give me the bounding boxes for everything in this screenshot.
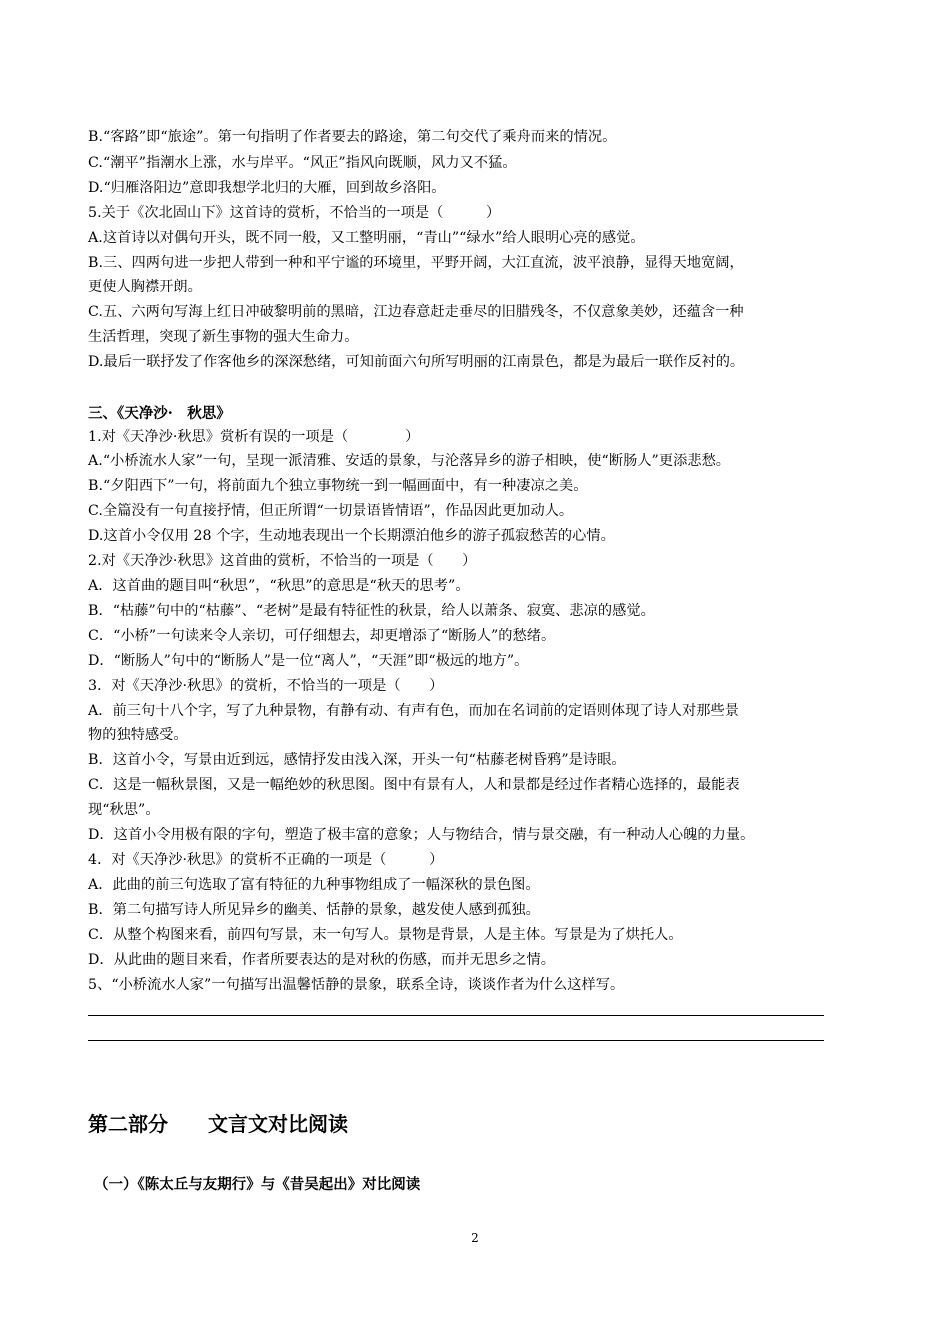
option-line: A．此曲的前三句选取了富有特征的九种事物组成了一幅深秋的景色图。 — [88, 877, 540, 893]
option-line: A．这首曲的题目叫“秋思”，“秋思”的意思是“秋天的思考”。 — [88, 578, 470, 594]
option-line: C.五、六两句写海上红日冲破黎明前的黑暗，江边春意赶走垂尽的旧腊残冬，不仅意象美妙，还蕴含一种 — [88, 304, 744, 320]
question-line: 3．对《天净沙·秋思》的赏析，不恰当的一项是（ ） — [88, 678, 444, 694]
question-line: 1.对《天净沙·秋思》赏析有误的一项是（ ） — [88, 429, 420, 445]
option-line-cont: 现“秋思”。 — [88, 802, 160, 818]
option-line: B.“客路”即“旅途”。第一句指明了作者要去的路途，第二句交代了乘舟而来的情况。 — [88, 129, 617, 145]
option-line: C．从整个构图来看，前四句写景，末一句写人。景物是背景，人是主体。写景是为了烘托人。 — [88, 927, 683, 943]
option-line: D.最后一联抒发了作客他乡的深深愁绪，可知前面六句所写明丽的江南景色，都是为最后一联作反衬的。 — [88, 354, 745, 370]
section-title: 三、《天净沙· 秋思》 — [88, 405, 231, 422]
option-line: B．第二句描写诗人所见异乡的幽美、恬静的景象，越发使人感到孤独。 — [88, 902, 540, 918]
option-line-cont: 物的独特感受。 — [88, 727, 188, 743]
answer-line[interactable] — [88, 1040, 824, 1041]
option-line-cont: 更使人胸襟开朗。 — [88, 279, 202, 295]
option-line: D.这首小令仅用 28 个字，生动地表现出一个长期漂泊他乡的游子孤寂愁苦的心情。 — [88, 528, 615, 544]
option-line: B.“夕阳西下”一句，将前面九个独立事物统一到一幅画面中，有一种凄凉之美。 — [88, 478, 588, 494]
question-line: 5.关于《次北固山下》这首诗的赏析，不恰当的一项是（ ） — [88, 205, 501, 221]
question-line: 4．对《天净沙·秋思》的赏析不正确的一项是（ ） — [88, 852, 444, 868]
option-line: D．这首小令用极有限的字句，塑造了极丰富的意象；人与物结合，情与景交融，有一种动人心魄的力量。 — [88, 827, 755, 843]
option-line: C．这是一幅秋景图，又是一幅绝妙的秋思图。图中有景有人，人和景都是经过作者精心选择的，最能表 — [88, 777, 740, 793]
question-line: 5、“小桥流水人家”一句描写出温馨恬静的景象，联系全诗，谈谈作者为什么这样写。 — [88, 977, 625, 993]
option-line: D.“归雁洛阳边”意即我想学北归的大雁，回到故乡洛阳。 — [88, 180, 446, 196]
option-line: B．这首小令，写景由近到远，感情抒发由浅入深，开头一句“枯藤老树昏鸦”是诗眼。 — [88, 752, 626, 768]
option-line: D．“断肠人”句中的“断肠人”是一位“离人”，“天涯”即“极远的地方”。 — [88, 653, 529, 669]
option-line: A.“小桥流水人家”一句，呈现一派清雅、安适的景象，与沦落异乡的游子相映，使“断肠人”更添悲愁。 — [88, 453, 731, 469]
option-line: B．“枯藤”句中的“枯藤”、“老树”是最有特征性的秋景，给人以萧条、寂寞、悲凉的感觉。 — [88, 603, 655, 619]
option-line: C.“潮平”指潮水上涨，水与岸平。“风正”指风向既顺，风力又不猛。 — [88, 155, 517, 171]
option-line: D．从此曲的题目来看，作者所要表达的是对秋的伤感，而并无思乡之情。 — [88, 952, 556, 968]
option-line: B.三、四两句进一步把人带到一种和平宁谧的环境里，平野开阔，大江直流，波平浪静，显得天地宽阔， — [88, 255, 744, 271]
answer-line[interactable] — [88, 1015, 824, 1016]
part-title: 第二部分 文言文对比阅读 — [88, 1112, 348, 1136]
option-line: C．“小桥”一句读来令人亲切，可仔细想去，却更增添了“断肠人”的愁绪。 — [88, 628, 556, 644]
page-number: 2 — [471, 1231, 479, 1245]
option-line-cont: 生活哲理，突现了新生事物的强大生命力。 — [88, 329, 359, 345]
option-line: A.这首诗以对偶句开头，既不同一般，又工整明丽，“青山”“绿水”给人眼明心亮的感觉。 — [88, 230, 645, 246]
option-line: A．前三句十八个字，写了九种景物，有静有动、有声有色，而加在名词前的定语则体现了诗人对那些景 — [88, 703, 739, 719]
option-line: C.全篇没有一句直接抒情，但正所谓“一切景语皆情语”，作品因此更加动人。 — [88, 503, 574, 519]
subsection-title: （一）《陈太丘与友期行》与《昔吴起出》对比阅读 — [94, 1176, 421, 1193]
question-line: 2.对《天净沙·秋思》这首曲的赏析，不恰当的一项是（ ） — [88, 553, 477, 569]
